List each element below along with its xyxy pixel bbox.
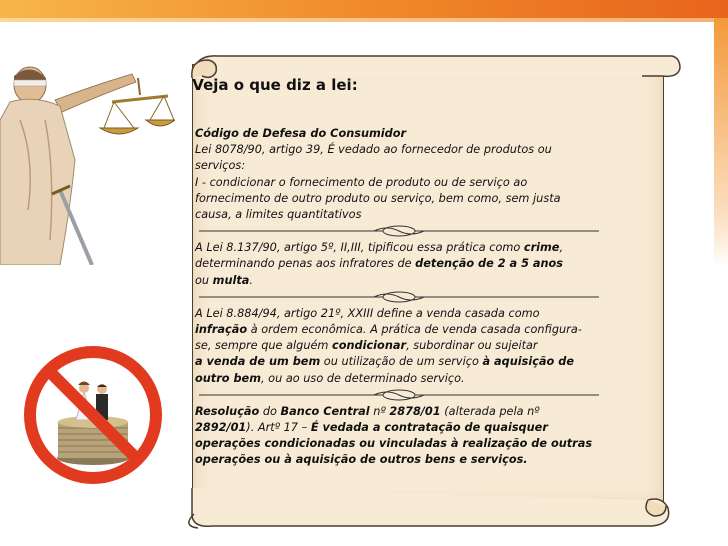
section2-line1: A Lei 8.137/90, artigo 5º, II,III, tipificou essa prática como crime,: [195, 241, 564, 255]
section3-line1: A Lei 8.884/94, artigo 21º, XXIII define a venda casada como: [195, 306, 540, 320]
section4-line3: operações condicionadas ou vinculadas à realização de outras: [195, 437, 593, 451]
section3-line2: infração à ordem econômica. A prática de venda casada configura-: [195, 323, 582, 337]
section4-line1: Resolução do Banco Central nº 2878/01 (alterada pela nº: [195, 404, 540, 418]
section1-line: fornecimento de outro produto ou serviço, bem como, sem justa: [195, 191, 561, 205]
section3-line3: se, sempre que alguém condicionar, subordinar ou sujeitar: [195, 339, 538, 353]
header-gradient-bar: [0, 0, 728, 18]
side-gradient-bar: [714, 18, 728, 268]
law-content: [195, 126, 635, 469]
section3-line4: a venda de um bem ou utilização de um serviço à aquisição de: [195, 355, 574, 369]
section2-line3: ou multa.: [195, 273, 253, 287]
prohibition-sign-image: [18, 340, 168, 490]
infraction-text: infração: [195, 323, 248, 337]
section1-heading: Código de Defesa do Consumidor: [195, 127, 407, 140]
section1-line: I - condicionar o fornecimento de produto ou de serviço ao: [195, 175, 528, 189]
lady-justice-image: [0, 40, 175, 265]
section2-line2: determinando penas aos infratores de detenção de 2 a 5 anos: [195, 257, 564, 271]
fine-text: multa: [212, 273, 250, 287]
ornamental-divider: [195, 388, 635, 403]
detention-text: detenção de 2 a 5 anos: [415, 257, 564, 271]
section4-line4: operações ou à aquisição de outros bens e serviços.: [195, 453, 528, 467]
condition-text: condicionar: [332, 339, 407, 353]
section3-line5: outro bem, ou ao uso de determinado serviço.: [195, 371, 465, 385]
section1-line: serviços:: [195, 159, 246, 173]
section4-line2: 2892/01). Artº 17 – É vedada a contratação de quaisquer: [195, 421, 548, 435]
scroll-bottom-curl: [172, 486, 684, 530]
section1-line: Lei 8078/90, artigo 39, É vedado ao fornecedor de produtos ou: [195, 143, 552, 157]
ornamental-divider: [195, 224, 635, 239]
section1-line: causa, a limites quantitativos: [195, 208, 362, 222]
ornamental-divider: [195, 290, 635, 305]
crime-text: crime: [523, 241, 560, 255]
slide-title: Veja o que diz a lei:: [192, 76, 358, 94]
